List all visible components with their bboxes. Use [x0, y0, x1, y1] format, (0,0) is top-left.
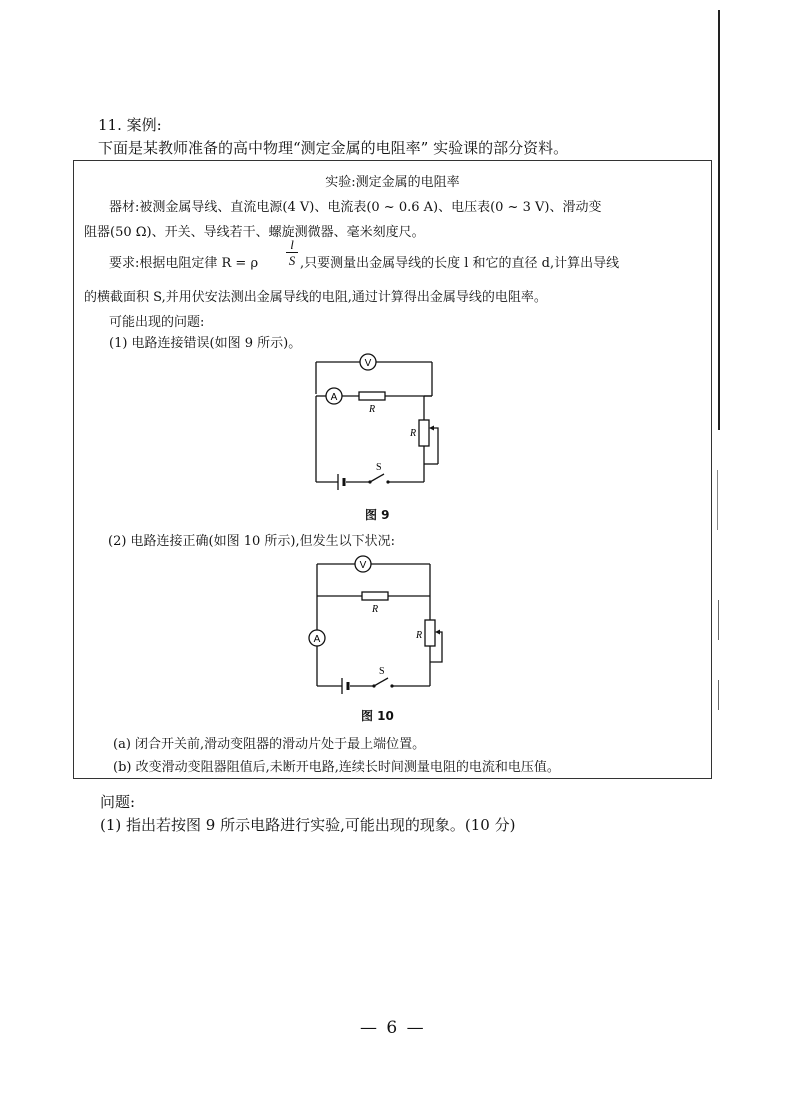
- question-number: 11. 案例:: [98, 116, 162, 134]
- voltmeter-icon: [355, 556, 371, 572]
- ammeter-icon: [326, 388, 342, 404]
- switch-label: S: [376, 462, 382, 473]
- resistor-label: R: [372, 604, 379, 615]
- problem-1: (1) 电路连接错误(如图 9 所示)。: [109, 336, 302, 351]
- scan-edge-line: [717, 470, 718, 530]
- figure-10-circuit: [300, 550, 460, 700]
- figure-9-caption: 图 9: [365, 508, 390, 522]
- voltmeter-icon: [360, 354, 376, 370]
- equipment-line-1: 器材:被测金属导线、直流电源(4 V)、电流表(0 ~ 0.6 A)、电压表(0 ~ 3 V)、滑动变: [109, 200, 602, 215]
- requirement-line-2: 的横截面积 S,并用伏安法测出金属导线的电阻,通过计算得出金属导线的电阻率。: [84, 290, 547, 305]
- ammeter-label: A: [313, 634, 321, 645]
- ammeter-label: A: [330, 392, 338, 403]
- problem-2: (2) 电路连接正确(如图 10 所示),但发生以下状况:: [108, 534, 396, 549]
- question-intro: 下面是某教师准备的高中物理“测定金属的电阻率” 实验课的部分资料。: [98, 139, 569, 157]
- scan-edge-line: [718, 680, 719, 710]
- voltmeter-label: V: [359, 560, 367, 571]
- questions-heading: 问题:: [100, 793, 136, 811]
- item-a: (a) 闭合开关前,滑动变阻器的滑动片处于最上端位置。: [113, 737, 426, 752]
- item-b: (b) 改变滑动变阻器阻值后,未断开电路,连续长时间测量电阻的电流和电压值。: [113, 760, 560, 775]
- resistivity-formula: [285, 237, 299, 268]
- page-number: — 6 —: [360, 1018, 426, 1038]
- requirement-suffix: ,只要测量出金属导线的长度 l 和它的直径 d,计算出导线: [300, 256, 620, 271]
- material-title: 实验:测定金属的电阻率: [325, 175, 460, 190]
- equipment-line-2: 阻器(50 Ω)、开关、导线若干、螺旋测微器、毫米刻度尺。: [84, 225, 425, 240]
- rheostat-label: R: [416, 630, 423, 641]
- ammeter-icon: [309, 630, 325, 646]
- rheostat-label: R: [410, 428, 417, 439]
- figure-10-caption: 图 10: [361, 709, 394, 723]
- switch-label: S: [379, 666, 385, 677]
- requirement-prefix: 要求:根据电阻定律 R = ρ: [109, 256, 259, 271]
- figure-9-circuit: [300, 350, 460, 500]
- scan-edge-line: [718, 10, 720, 430]
- problems-heading: 可能出现的问题:: [109, 315, 205, 330]
- question-1: (1) 指出若按图 9 所示电路进行实验,可能出现的现象。(10 分): [100, 816, 516, 834]
- formula-denominator: S: [288, 253, 296, 268]
- formula-numerator: l: [290, 237, 294, 252]
- voltmeter-label: V: [364, 358, 372, 369]
- scan-edge-line: [718, 600, 719, 640]
- resistor-label: R: [369, 404, 376, 415]
